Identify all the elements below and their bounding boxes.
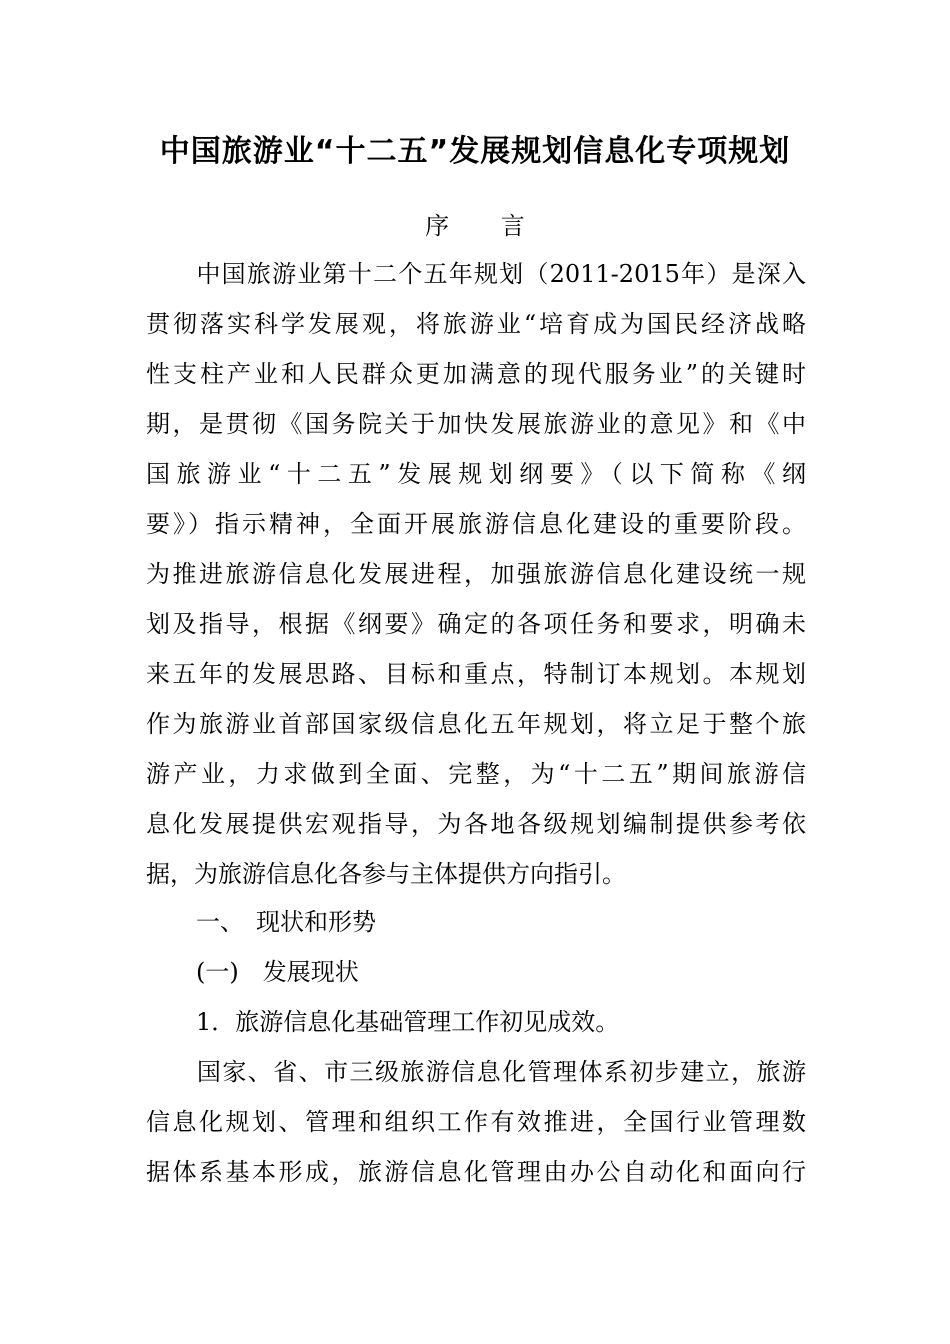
section-heading: 一、 现状和形势 — [196, 908, 376, 936]
intro-paragraph — [146, 249, 806, 899]
text-line: 划及指导，根据《纲要》确定的各项任务和要求，明确未 — [146, 610, 806, 638]
subsection-heading: (一) 发展现状 — [196, 958, 359, 986]
text-line: 中国旅游业第十二个五年规划（2011-2015年）是深入 — [146, 260, 806, 288]
text-line: 息化发展提供宏观指导，为各地各级规划编制提供参考依 — [146, 810, 806, 838]
text-line: 期，是贯彻《国务院关于加快发展旅游业的意见》和《中 — [146, 410, 806, 438]
item-heading: 1．旅游信息化基础管理工作初见成效。 — [196, 1008, 620, 1036]
text-line: 作为旅游业首部国家级信息化五年规划，将立足于整个旅 — [146, 710, 806, 738]
preface-heading: 序 言 — [425, 212, 547, 240]
text-line: 据，为旅游信息化各参与主体提供方向指引。 — [146, 860, 626, 888]
document-title: 中国旅游业“十二五”发展规划信息化专项规划 — [159, 134, 791, 169]
text-line: 来五年的发展思路、目标和重点，特制订本规划。本规划 — [146, 660, 806, 688]
text-line: 游产业，力求做到全面、完整，为“十二五”期间旅游信 — [146, 760, 806, 788]
text-line: 国家、省、市三级旅游信息化管理体系初步建立，旅游 — [146, 1058, 806, 1086]
text-line: 据体系基本形成，旅游信息化管理由办公自动化和面向行 — [146, 1158, 806, 1186]
item-paragraph — [146, 1047, 806, 1197]
text-line: 性支柱产业和人民群众更加满意的现代服务业”的关键时 — [146, 360, 806, 388]
text-line: 要》）指示精神，全面开展旅游信息化建设的重要阶段。 — [146, 510, 806, 538]
text-line: 为推进旅游信息化发展进程，加强旅游信息化建设统一规 — [146, 560, 806, 588]
text-line: 国旅游业“十二五”发展规划纲要》（以下简称《纲 — [146, 460, 806, 488]
text-line: 贯彻落实科学发展观，将旅游业“培育成为国民经济战略 — [146, 310, 806, 338]
text-line: 信息化规划、管理和组织工作有效推进，全国行业管理数 — [146, 1108, 806, 1136]
